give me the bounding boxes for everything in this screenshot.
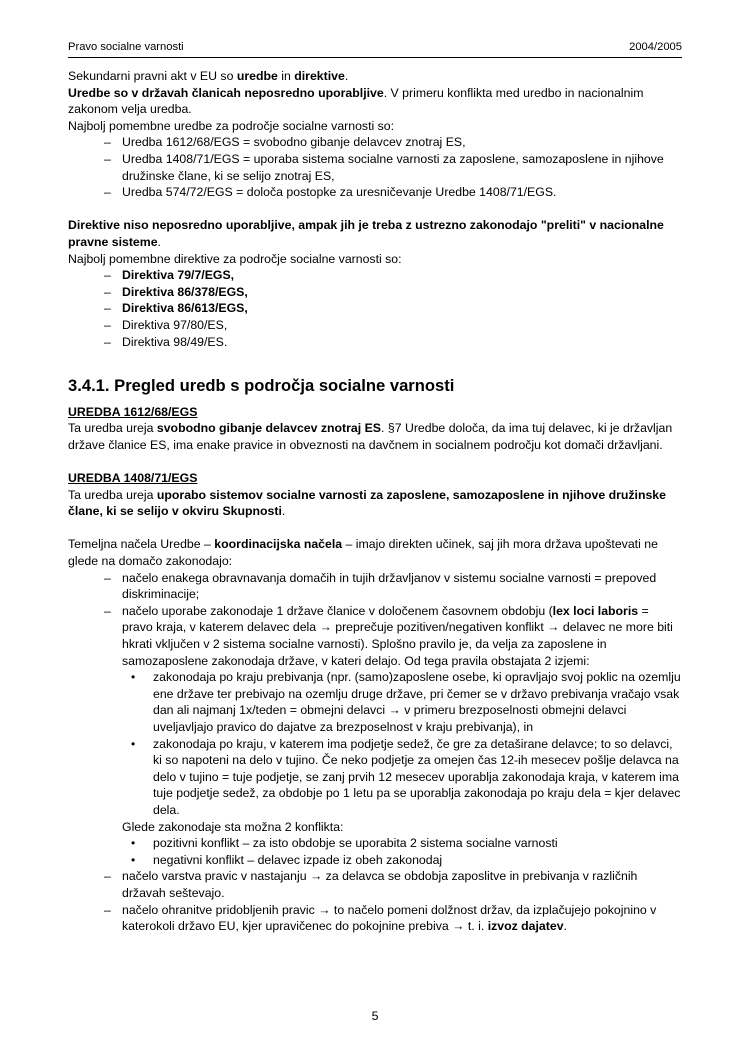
paragraph-uredba-1408-body <box>68 487 682 520</box>
list-item-label: načelo enakega obravnavanja domačih in tujih državljanov v sistemu socialne varnosti = prepoved diskriminacije; <box>122 570 657 602</box>
text-run: . <box>344 69 349 83</box>
page-footer <box>0 1008 750 1024</box>
text-run: Ta uredba ureja <box>68 487 157 502</box>
list-item-label: Direktiva 79/7/EGS, <box>122 268 235 283</box>
list-item <box>122 835 682 852</box>
dash-marker-icon: – <box>104 570 111 585</box>
arrow-icon: → <box>547 620 560 635</box>
list-nacela-continued <box>68 868 682 934</box>
list-item-label: Uredba 1612/68/EGS = svobodno gibanje delavcev znotraj ES, <box>122 135 466 150</box>
text-bold-direktive: direktive <box>294 69 345 83</box>
text-run: Ta uredba ureja <box>68 421 157 436</box>
dash-marker-icon: – <box>104 317 111 332</box>
text-bold-lead: Uredbe so v državah članicah neposredno uporabljive <box>68 85 384 100</box>
list-item-label: Direktiva 86/613/EGS, <box>122 301 248 316</box>
bullet-marker-icon: • <box>131 736 136 751</box>
list-item-label: pozitivni konflikt – za isto obdobje se uporabita 2 sistema socialne varnosti <box>153 836 558 851</box>
text-bold-izvoz-dajatev: izvoz dajatev <box>487 919 564 934</box>
dash-marker-icon: – <box>104 902 111 917</box>
list-item <box>68 603 682 819</box>
text-bold-uredbe: uredbe <box>236 69 278 83</box>
dash-marker-icon: – <box>104 301 111 316</box>
list-uredbe <box>68 134 682 200</box>
bullet-marker-icon: • <box>131 852 136 867</box>
paragraph-uredba-1612-body <box>68 420 682 453</box>
paragraph-most-important-uredbe-intro: Najbolj pomembne uredbe za področje socialne varnosti so: <box>68 118 395 133</box>
spacer <box>68 520 682 537</box>
text-run: zakonodaja po kraju prebivanja (npr. (samo)zaposlene osebe, ki opravljajo svoj poklic na ozemlju ene države ter prebivajo na ozemlju druge države, pri čemer se v državo prebivanja vračajo vsak dan ali najmanj 1x/teden = obmejni delavci <box>153 670 681 718</box>
list-item <box>122 852 682 869</box>
paragraph-konflikti-intro: Glede zakonodaje sta možna 2 konflikta: <box>122 819 344 834</box>
text-bold-free-movement: svobodno gibanje delavcev znotraj ES <box>156 421 382 436</box>
subheading-uredba-1408: UREDBA 1408/71/EGS <box>68 471 198 486</box>
text-run: Sekundarni pravni akt v EU so <box>68 69 237 83</box>
spacer <box>68 453 682 470</box>
text-bold-lead: Direktive niso neposredno uporabljive, ampak jih je treba z ustrezno zakonodajo "preliti" v nacionalne pravne sisteme <box>68 218 664 249</box>
paragraph-secondary-acts <box>68 68 682 85</box>
text-run: . <box>157 234 161 249</box>
dash-marker-icon: – <box>104 135 111 150</box>
list-item <box>68 317 682 334</box>
spacer <box>68 396 682 404</box>
section-heading: 3.4.1. Pregled uredb s področja socialne varnosti <box>68 375 455 395</box>
list-item-label: Uredba 574/72/EGS = določa postopke za uresničevanje Uredbe 1408/71/EGS. <box>122 185 557 200</box>
list-item-label <box>122 869 637 900</box>
list-item-label: Uredba 1408/71/EGS = uporaba sistema socialne varnosti za zaposlene, samozaposlene in njihove družinske člane, ki se selijo znotraj ES, <box>122 151 664 183</box>
dash-marker-icon: – <box>104 151 111 166</box>
list-item <box>122 736 682 819</box>
document-body <box>68 68 682 935</box>
bullet-marker-icon: • <box>131 836 136 851</box>
list-item-label: Direktiva 98/49/ES. <box>122 334 228 349</box>
text-run: in <box>277 69 295 83</box>
dash-marker-icon: – <box>104 869 111 884</box>
text-run: za delavca se obdobja zaposlitve in prebivanja v različnih državah seštevajo. <box>122 869 638 900</box>
text-run: to načelo pomeni dolžnost držav, da izplačujejo pokojnino v katerokoli državo EU, kjer upravičenec do pokojnine prebiva <box>122 902 657 934</box>
arrow-icon: → <box>318 902 331 917</box>
dash-marker-icon: – <box>104 603 111 618</box>
text-run: Temeljna načela Uredbe – <box>68 537 215 552</box>
list-direktive <box>68 267 682 350</box>
list-item <box>68 334 682 351</box>
text-bold-social-security-use: uporabo sistemov socialne varnosti za zaposlene, samozaposlene in njihove družinske člane, ki se selijo v okviru Skupnosti <box>68 487 666 519</box>
list-item <box>68 284 682 301</box>
text-run: preprečuje pozitiven/negativen konflikt <box>331 620 548 635</box>
subheading-uredba-1612: UREDBA 1612/68/EGS <box>68 404 198 419</box>
text-run: – imajo direkten učinek, saj jih mora država upoštevati ne glede na domačo zakonodajo: <box>68 537 658 569</box>
list-item-label <box>122 604 673 668</box>
text-run: . §7 Uredbe določa, da ima tuj delavec, ki je državljan države članice ES, ima enake pravice in obveznosti na davčnem in socialnem področju kot domači državljani. <box>68 421 673 452</box>
list-item <box>68 151 682 184</box>
spacer <box>68 350 682 367</box>
spacer <box>68 201 682 218</box>
arrow-icon: → <box>309 869 323 884</box>
text-run: načelo ohranitve pridobljenih pravic <box>122 902 319 917</box>
page-content <box>68 40 682 935</box>
dash-marker-icon: – <box>104 268 111 283</box>
list-item-label: zakonodaja po kraju, v katerem ima podjetje sedež, če gre za detaširane delavce; to so delavci, ki so napoteni na delo v tujino. Če neko podjetje za omejen čas 12-ih mesecev pošlje delavca na delo v tujino = tuje podjetje, se zanj prvih 12 mesecev uporablja zakonodaja kraja, v katerem ima tuje podjetje sedež, za obdobje po 1 letu pa se uporablja zakonodaja po kraju dela = kjer delavec dela. <box>153 736 681 817</box>
list-item-label: Direktiva 97/80/ES, <box>122 317 228 332</box>
list-item <box>68 868 682 901</box>
paragraph-most-important-direktive-intro: Najbolj pomembne direktive za področje socialne varnosti so: <box>68 251 402 266</box>
list-item-label: negativni konflikt – delavec izpade iz obeh zakonodaj <box>153 852 443 867</box>
list-item <box>68 134 682 151</box>
arrow-icon: → <box>319 620 332 635</box>
page-number: 5 <box>371 1009 379 1023</box>
text-bold-koordinacijska-nacela: koordinacijska načela <box>214 537 343 552</box>
text-run: . <box>281 504 286 519</box>
list-item-label <box>122 903 656 934</box>
list-item <box>68 267 682 284</box>
list-konflikti <box>122 835 682 868</box>
text-run: t. i. <box>464 919 488 934</box>
header-academic-year: 2004/2005 <box>629 41 682 53</box>
page-header <box>68 40 682 58</box>
dash-marker-icon: – <box>104 284 111 299</box>
text-run: delavec ne more biti hkrati vključen v 2 sistema socialne varnosti). Splošno pravilo je, da velja za zaposlene in samozaposlene zakonodaja države, v kateri delajo. Od tega pravila obstajata 2 izjemi: <box>122 620 673 668</box>
list-item <box>68 184 682 201</box>
list-izjeme <box>122 669 682 818</box>
list-item <box>68 570 682 603</box>
list-nacela <box>68 570 682 819</box>
text-run: načelo varstva pravic v nastajanju <box>122 869 310 884</box>
list-item <box>122 669 682 735</box>
arrow-icon: → <box>452 919 465 934</box>
arrow-icon: → <box>388 703 401 718</box>
list-item-label <box>153 670 681 734</box>
text-run: . V primeru konflikta med uredbo in nacionalnim zakonom velja uredba. <box>68 85 644 117</box>
list-item <box>68 300 682 317</box>
header-title: Pravo socialne varnosti <box>68 41 184 53</box>
paragraph-direktive-not-directly-applicable <box>68 217 682 250</box>
text-bold-lex-loci-laboris: lex loci laboris <box>552 603 639 618</box>
list-item <box>68 902 682 935</box>
list-item-label: Direktiva 86/378/EGS, <box>122 284 248 299</box>
konflikti-wrapper <box>68 835 682 868</box>
spacer <box>68 367 682 375</box>
dash-marker-icon: – <box>104 334 111 349</box>
paragraph-coordination-principles-intro <box>68 536 682 569</box>
paragraph-uredbe-direct-applicability <box>68 85 682 118</box>
dash-marker-icon: – <box>104 185 111 200</box>
bullet-marker-icon: • <box>131 670 136 685</box>
text-run: v primeru brezposelnosti obmejni delavci uveljavljajo pravico do dajatve za brezposelnost v kraju prebivanja), in <box>153 703 627 734</box>
text-run: . <box>563 919 567 934</box>
text-run: načelo uporabe zakonodaje 1 države članice v določenem časovnem obdobju ( <box>122 603 553 618</box>
text-run: = pravo kraja, v katerem delavec dela <box>122 603 649 635</box>
